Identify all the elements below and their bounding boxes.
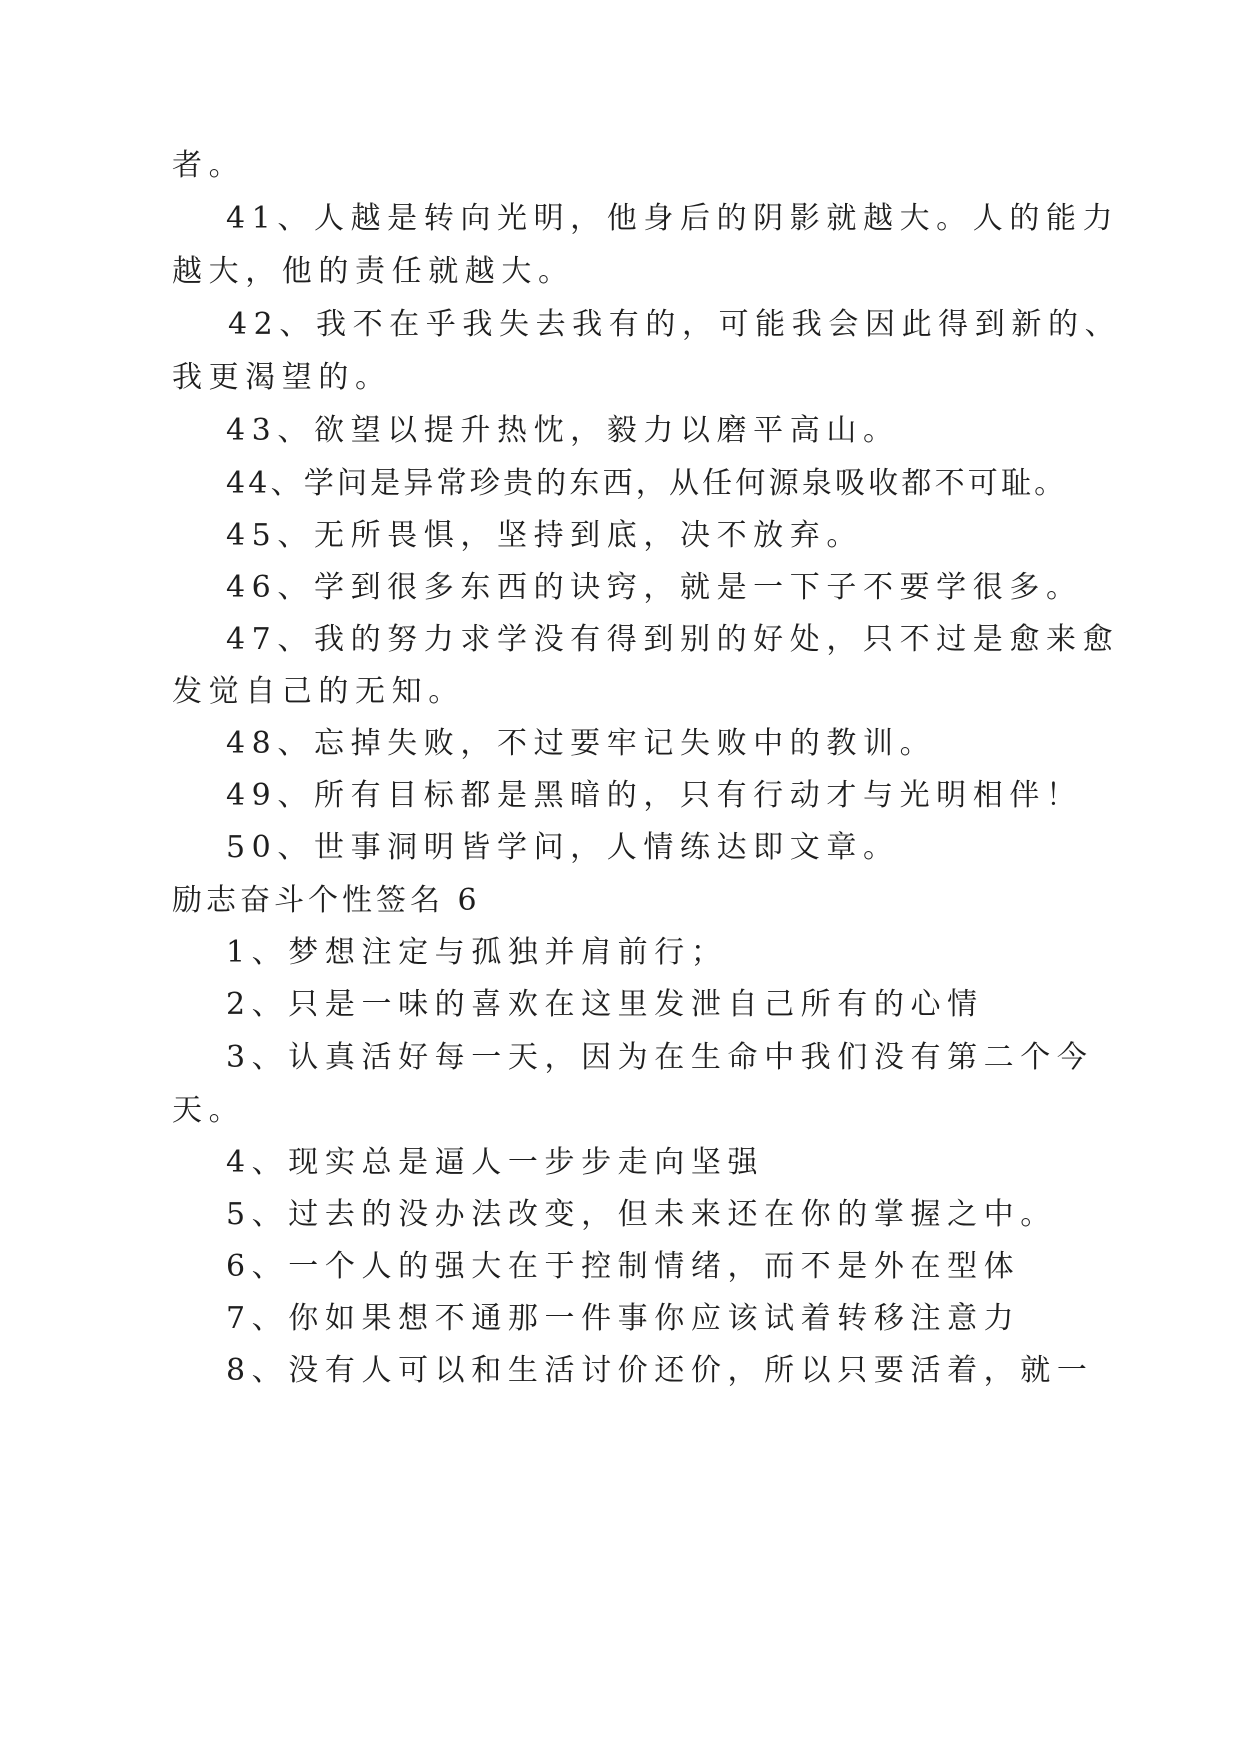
text-line: 43、欲望以提升热忱，毅力以磨平高山。 — [226, 413, 900, 448]
text-line: 6、一个人的强大在于控制情绪，而不是外在型体 — [226, 1249, 1021, 1284]
text-line: 越大，他的责任就越大。 — [172, 254, 575, 289]
text-line: 8、没有人可以和生活讨价还价，所以只要活着，就一 — [226, 1353, 1094, 1388]
text-line: 47、我的努力求学没有得到别的好处，只不过是愈来愈 — [226, 622, 1120, 657]
text-line: 1、梦想注定与孤独并肩前行； — [226, 935, 728, 970]
text-line: 我更渴望的。 — [172, 360, 392, 395]
text-line: 5、过去的没办法改变，但未来还在你的掌握之中。 — [226, 1197, 1057, 1232]
text-line: 45、无所畏惧，坚持到底，决不放弃。 — [226, 518, 863, 553]
text-line: 天。 — [172, 1093, 246, 1128]
text-line: 7、你如果想不通那一件事你应该试着转移注意力 — [226, 1301, 1021, 1336]
text-line: 2、只是一味的喜欢在这里发泄自己所有的心情 — [226, 987, 984, 1022]
text-line: 48、忘掉失败，不过要牢记失败中的教训。 — [226, 726, 937, 761]
text-line: 50、世事洞明皆学问，人情练达即文章。 — [226, 830, 900, 865]
text-line: 42、我不在乎我失去我有的，可能我会因此得到新的、 — [228, 307, 1122, 342]
text-line: 41、人越是转向光明，他身后的阴影就越大。人的能力 — [226, 201, 1120, 236]
text-line: 49、所有目标都是黑暗的，只有行动才与光明相伴！ — [226, 778, 1083, 813]
text-line: 3、认真活好每一天，因为在生命中我们没有第二个今 — [226, 1040, 1094, 1075]
text-line: 发觉自己的无知。 — [172, 674, 465, 709]
text-line: 44、学问是异常珍贵的东西，从任何源泉吸收都不可耻。 — [226, 466, 1068, 501]
section-heading: 励志奋斗个性签名 6 — [172, 883, 481, 918]
text-line: 者。 — [172, 148, 246, 183]
text-line: 4、现实总是逼人一步步走向坚强 — [226, 1145, 765, 1180]
text-line: 46、学到很多东西的诀窍，就是一下子不要学很多。 — [226, 570, 1083, 605]
